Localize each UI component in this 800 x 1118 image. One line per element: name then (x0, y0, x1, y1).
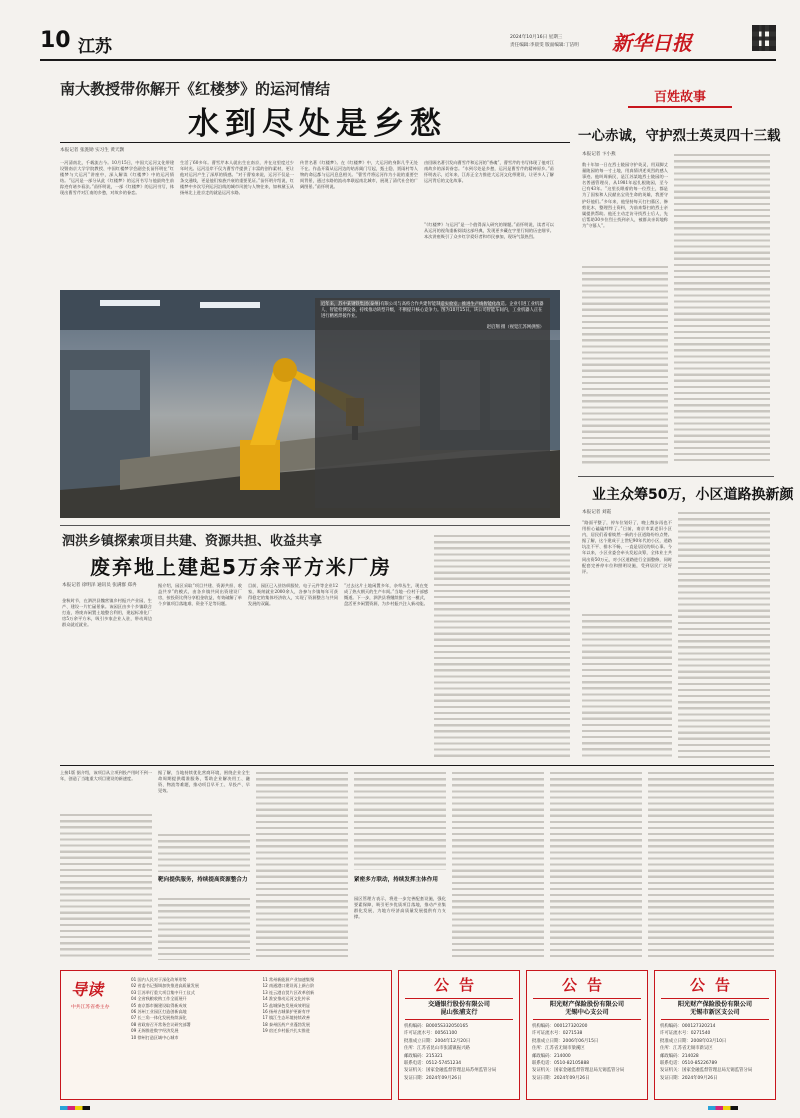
notice-row: 发证机关：国家金融监督管理总局无锡监管分局 (532, 1068, 625, 1074)
notice-row: 住所：江苏省无锡市梁溪区 (532, 1046, 585, 1052)
sidebar-badge (628, 86, 732, 108)
factory-photo (60, 290, 560, 518)
notice-box (526, 970, 648, 1100)
bottom-column-2-filler (158, 832, 250, 872)
sidebar-divider (578, 476, 774, 477)
notice-row: 联系电话：0510-82105888 (532, 1061, 590, 1067)
index-item: 09 无锡推进数字经济发展 (131, 1028, 179, 1034)
notice-company: 阳光财产保险股份有限公司 无锡市新区支公司 (661, 998, 769, 1020)
bottom-column-7-filler (648, 770, 774, 960)
index-item: 12 南通港口建设再上新台阶 (262, 983, 315, 989)
lead-column-2: 生活了60多年。曹雪芹本人就出生在南京，并在这里度过少年时光。运河沿岸不仅为曹雪芹提供了丰富的创作素材，更让他对运河产生了深厚的情感。“对于曹家来说，运河不仅是一条交通线，更是他们家族兴衰的重要见证。”苗怀明介绍说，红楼梦中多次写到运河沿线的城市风貌与人物往来，如林黛玉从扬州北上进京走的就是运河水路。 (180, 160, 294, 196)
bottom-column-6-filler (550, 770, 642, 960)
bottom-column-1-filler (60, 812, 152, 960)
notice-row: 发证机关：国家金融监督管理总局苏州监管分局 (404, 1068, 497, 1074)
index-item: 11 常州新能源产业加速集聚 (262, 977, 315, 982)
story2-body: “路面平整了，停车位划好了，晚上散步再也不用担心磕磕绊绊了。”日前，南京市某老旧小区内，居民们看着焕然一新的小区道路纷纷点赞。据了解，这个建成于上世纪90年代的小区，道路坑洼不平、排水不畅，一直是居民的烦心事。今年以来，小区业委会牵头发起众筹，全体业主共同出资50万元，对小区道路进行全面整修，同时配套完善停车位和照明设施，受到居民广泛好评。 (582, 520, 672, 574)
index-item: 15 盐城绿色发展成效明显 (262, 1002, 310, 1008)
notice-row: 发证日期：2024年09月26日 (660, 1075, 718, 1081)
index-item: 10 徐州打造区域中心城市 (131, 1034, 179, 1040)
index-item: 19 宿迁乡村振兴扎实推进 (262, 1028, 310, 1034)
notice-row: 住所：江苏省昆山市张浦镇振兴路 (404, 1046, 470, 1052)
photo-caption-box (315, 298, 550, 508)
footer-color-bar-left (60, 1106, 90, 1110)
page-number: 10 (40, 28, 71, 53)
lead-byline: 本报记者 张洮勋 实习生 黄天颢 (60, 148, 125, 153)
notice-row: 许可证流水号：0271540 (660, 1031, 711, 1037)
notice-heading: 公告 (689, 976, 740, 994)
sidebar-headline: 一心赤诚，守护烈士英灵四十三载 (578, 128, 781, 144)
notice-row: 批准成立日期：2004年12月20日 (404, 1038, 471, 1044)
feature-column-4: “过去这片土地闲置多年，杂草丛生，现在变成了热火朝天的生产车间。”当地一位村干部感慨道。下一步，泗洪县将继续推广这一模式，盘活更多闲置资源，为乡村振兴注入新动能。 (344, 583, 428, 607)
section-name: 江苏 (78, 37, 112, 57)
lead-column-5: “《红楼梦》与运河”是一个值得深入研究的课题。”苗怀明说，读者可以从运河的视角重新阅读这部经典，发现更多藏在字里行间的历史细节。本次讲座吸引了众多红学爱好者和市民参加，现场气氛热烈。 (424, 222, 554, 240)
notice-row: 邮政编码：214000 (532, 1053, 571, 1059)
bottom-subhead-1: 靶向提供服务，持续提高资源整合力 (158, 877, 248, 883)
bottom-band-rule (60, 765, 774, 766)
notice-row: 发证机关：国家金融监督管理总局无锡监管分局 (660, 1068, 753, 1074)
notice-row: 机构编码：B0005S332050165 (404, 1024, 469, 1029)
notice-row: 机构编码：000127320214 (660, 1024, 716, 1029)
sidebar-column-1-filler (582, 264, 668, 464)
bottom-column-5-filler (452, 770, 544, 960)
notice-heading: 公告 (561, 976, 612, 994)
feature-top-rule (60, 525, 570, 526)
index-subtitle: 中共江苏省委主办 (71, 1005, 110, 1010)
index-item: 04 全省秋粮收购工作全面展开 (131, 996, 187, 1002)
notice-heading: 公告 (433, 976, 484, 994)
feature-column-1: 金秋时节，在泗洪县魏营镇乡村振兴产业园，生产、建设一片忙碌景象。该园区由多个乡镇联合打造，将废弃闲置土地整合利用，建起标准化厂房5万余平方米，吸引多家企业入驻，带动周边群众就近就业。 (62, 598, 152, 628)
notice-row: 联系电话：0512-57451234 (404, 1061, 462, 1067)
sidebar-byline: 本报记者 卞小燕 (582, 152, 616, 157)
story2-byline: 本报记者 刘霞 (582, 510, 612, 515)
notice-row: 发证日期：2024年09月26日 (404, 1075, 462, 1081)
index-item: 17 镇江生态环境持续改善 (262, 1015, 310, 1021)
lead-column-1: 一河清南北，千载流古今。10月15日，中国大运河文化带建设暨南京大学学院教授、中国红楼梦学会副会长苗怀明在“红楼梦与大运河”讲座中，深入解读《红楼梦》中的运河情结。“运河是一部分从此《红楼梦》的运河书写与他最终生前踪迹有诸多看法。”苗怀明说，一部《红楼梦》的运河书写，体现出曹雪芹对江南的乡愁，对故乡的眷恋。 (60, 160, 174, 196)
notice-company: 交通银行股份有限公司 昆山张浦支行 (405, 998, 513, 1020)
lead-column-4: 由回顾名著引发向曹雪芹和运河的“香魂”，曹雪芹的书写体现了他对江南故乡的深切眷恋。“水到尽处是乡愁，运河是曹雪芹的精神原乡。”苗怀明表示，近年来，江苏正全力推进大运河文化带建设，让更多人了解运河背后的文化故事。 (424, 160, 554, 184)
notice-row: 联系电话：0510-85226789 (660, 1061, 718, 1067)
qr-code-icon (752, 25, 776, 51)
index-item: 06 苏州工业园区打造创新高地 (131, 1009, 187, 1015)
masthead-rule (40, 59, 776, 61)
story2-headline: 业主众筹50万，小区道路换新颜 (592, 487, 794, 503)
notice-box (654, 970, 776, 1100)
index-item: 16 扬州古城保护更新有序 (262, 1009, 310, 1015)
sidebar-body: 数十年如一日在烈士陵园守护英灵，用双脚丈量陵园的每一寸土地，用真情讲述英烈的感人事迹。他叫周新民，是江苏某地烈士陵园的一名普通管理员，从1981年起扎根陵园，至今已有43年。“这里长眠着的每一位烈士，都是为了国家和人民献出宝贵生命的英雄，我要守护好他们。”多年来，他坚持每天打扫墓区、修剪花木，整理烈士资料，为前来祭扫的烈士亲属提供帮助。他还主动走访寻找烈士后人，先后帮助30多位烈士找到亲人，被群众亲切地称为“守墓人”。 (582, 162, 668, 228)
index-item: 02 省委书记强调加快推进高质量发展 (131, 983, 199, 989)
lead-headline: 水到尽处是乡愁 (188, 106, 447, 142)
feature-column-3: 目前，园区已入驻纺织服装、电子元件等企业12家，吸纳就业2000余人，各参与乡镇每年可获得稳定的集体经济收入，实现了资源整合与共同发展的双赢。 (248, 583, 338, 607)
lead-kicker: 南大教授带你解开《红楼梦》的运河情结 (60, 80, 331, 98)
story2-column-2-filler (678, 510, 770, 758)
notice-box (398, 970, 520, 1100)
bottom-column-4-filler (354, 770, 446, 870)
feature-headline: 废弃地上建起5万余平方米厂房 (90, 555, 392, 579)
notice-row: 许可证流水号：0271538 (532, 1031, 583, 1037)
notice-company: 阳光财产保险股份有限公司 无锡中心支公司 (533, 998, 641, 1020)
notice-row: 邮政编码：215321 (404, 1053, 443, 1059)
feature-column-5-filler (434, 533, 570, 760)
notice-row: 邮政编码：214028 (660, 1053, 699, 1059)
story2-column-1-filler (582, 612, 672, 758)
photo-caption: 近年来，苏中某钢铁集团(泰州)有限公司与高校合作共建智能制造实验室，推进生产线智能化改造。企业引进工业机器人、智能检测设备，持续推动转型升级，不断提升核心竞争力。图为10月15日，该公司智能车间内，工业机器人正在进行精密焊接作业。 (321, 302, 544, 320)
bottom-lead: 上接1版 据介绍，该项目从立项到投产用时不到一年，创造了当地重大项目建设的新速度。 (60, 770, 152, 782)
issue-date: 2024年10月16日 星期三 (510, 35, 563, 40)
index-item: 18 泰州医药产业蓬勃发展 (262, 1021, 310, 1027)
feature-kicker: 泗洪乡镇探索项目共建、资源共担、收益共享 (62, 534, 323, 549)
sidebar-badge-label: 百姓故事 (653, 90, 706, 105)
index-item: 08 省政府召开常务会议研究部署 (131, 1021, 191, 1027)
footer-color-bar-right (708, 1106, 738, 1110)
bottom-column-2b-filler (158, 896, 250, 960)
index-item: 13 连云港自贸片区改革创新 (262, 989, 315, 995)
index-item: 05 南京都市圈建设取得新成效 (131, 1002, 187, 1008)
notice-row: 住所：江苏省无锡市新吴区 (660, 1046, 713, 1052)
notice-row: 批准成立日期：2008年03月10日 (660, 1038, 727, 1044)
index-item: 14 淮安推动运河文化传承 (262, 996, 310, 1002)
index-list (131, 977, 386, 1095)
bottom-column-3-filler (256, 770, 348, 960)
index-title: 导读 (71, 980, 104, 999)
lead-column-3: 传世名著《红楼梦》。在《红楼梦》中，大运河的身影几乎无处不在。作品开篇从运河边的姑苏阊门写起，甄士隐、贾雨村等人物的命运都与运河息息相关。“曹雪芹将运河作为小说的重要空间背景，通过水路的流动串联起南北城市，展现了清代社会的广阔图景。”苗怀明说。 (300, 160, 418, 190)
newspaper-logo: 新华日报 (612, 31, 692, 55)
notice-row: 发证日期：2024年09月26日 (532, 1075, 590, 1081)
index-item: 07 长三角一体化发展持续深化 (131, 1015, 187, 1021)
photo-credit: 赵启翔 摄（视觉江苏网供图） (486, 324, 544, 330)
sidebar-column-2-filler (674, 152, 770, 464)
masthead (40, 22, 776, 70)
index-box (60, 970, 392, 1100)
index-item: 01 国内人民对于深化改革形势 (131, 977, 187, 982)
bottom-subhead-2: 紧密多方联动，持续发挥主体作用 (354, 877, 438, 883)
index-item: 03 江苏举行重大项目集中开工仪式 (131, 989, 195, 995)
bottom-column-2: 据了解，当地持续优化营商环境，围绕企业全生命周期提供精准服务，帮助企业解决用工、融资、物流等难题，推动项目早开工、早投产、早见效。 (158, 770, 250, 794)
feature-column-2: 据介绍，园区采取“项目共建、资源共担、收益共享”的模式，由各乡镇共同出资建设厂房，按投资比例分享租金收益，有效破解了单个乡镇项目落地难、资金不足等问题。 (158, 583, 242, 607)
lead-rule (60, 142, 570, 143)
notice-row: 批准成立日期：2006年06月15日 (532, 1038, 599, 1044)
notice-row: 机构编码：000127320200 (532, 1024, 588, 1029)
bottom-column-4b: 园区管理方表示，将进一步完善配套设施，强化要素保障，吸引更多优质项目落地，推动产业集群化发展，为地方经济高质量发展提供有力支撑。 (354, 896, 446, 920)
feature-byline: 本报记者 徐明泽 通讯员 张满群 郑冉 (62, 583, 137, 588)
notice-row: 许可证流水号：00561100 (404, 1031, 458, 1037)
editor-credit: 责任编辑:李晨雯 版面编辑:丁洁明 (510, 43, 579, 48)
